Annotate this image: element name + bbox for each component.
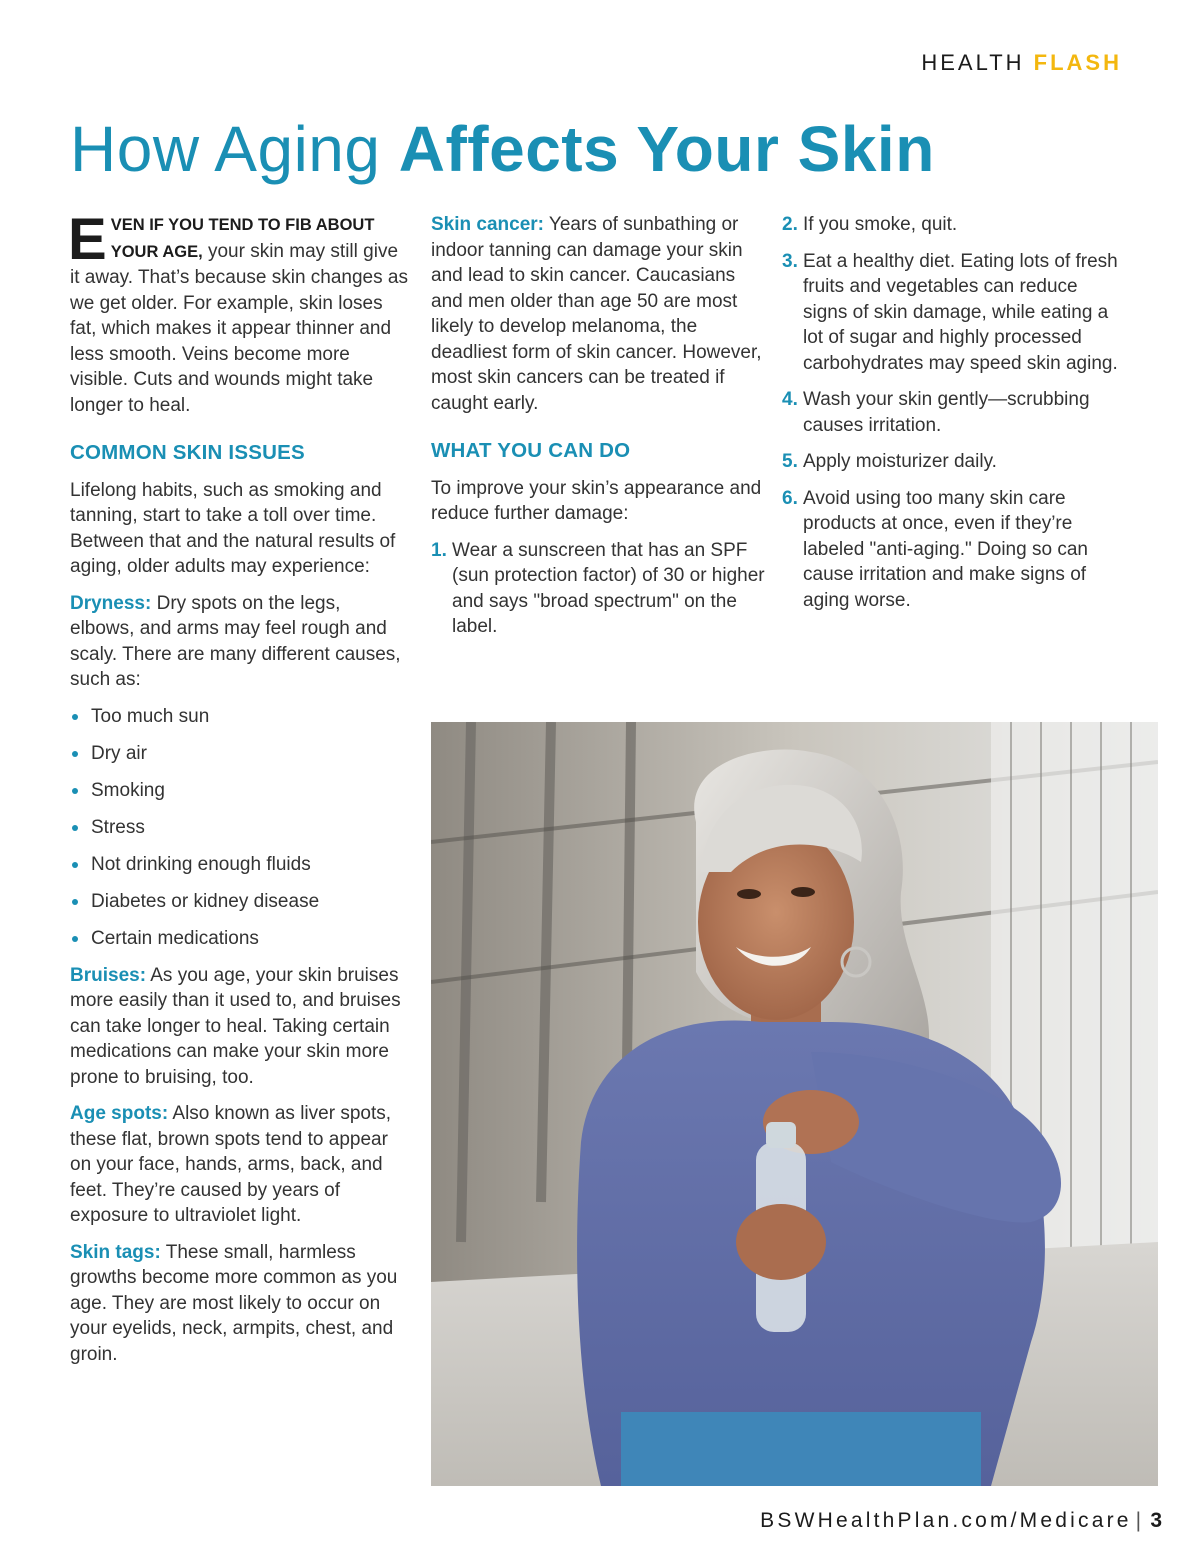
step-text: Avoid using too many skin care products at once, even if they’re labeled "anti-aging." Doing so can cause irritation and make signs of aging worse. — [803, 487, 1088, 611]
skin-cancer-term: Skin cancer: — [431, 214, 544, 235]
list-item — [782, 449, 1122, 475]
step-number: 2. — [782, 214, 798, 235]
woman-photo — [431, 722, 1158, 1486]
step-number: 1. — [431, 539, 447, 561]
steps-list-part-1 — [431, 538, 767, 640]
age-spots-text: Also known as liver spots, these flat, brown spots tend to appear on your face, hands, arms, back, and feet. They’re caused by years of exposure to ultraviolet light. — [70, 1103, 392, 1226]
column-1 — [68, 207, 408, 1378]
step-number: 4. — [782, 389, 798, 410]
column-3 — [782, 212, 1122, 624]
step-number: 5. — [782, 451, 798, 472]
intro-paragraph — [68, 207, 408, 418]
list-item — [782, 486, 1122, 614]
running-head-flash: FLASH — [1033, 50, 1122, 75]
footer-separator: | — [1135, 1509, 1145, 1532]
age-spots-paragraph — [70, 1101, 408, 1229]
step-text: Apply moisturizer daily. — [803, 451, 997, 472]
dryness-paragraph — [70, 591, 408, 693]
list-item: Too much sun — [70, 704, 408, 730]
list-item — [782, 249, 1122, 377]
step-text: Eat a healthy diet. Eating lots of fresh fruits and vegetables can reduce signs of skin damage, while eating a lot of sugar and highly processed carbohydrates may speed skin aging. — [803, 250, 1118, 374]
list-item: Not drinking enough fluids — [70, 852, 408, 878]
title-light: How Aging — [70, 113, 381, 185]
intro-lead-caps: VEN IF YOU TEND TO FIB ABOUT YOUR AGE, — [110, 216, 375, 261]
list-item — [782, 212, 1122, 238]
title-bold: Affects Your Skin — [398, 113, 935, 185]
list-item: Diabetes or kidney disease — [70, 889, 408, 915]
column-2 — [431, 212, 767, 651]
list-item — [431, 538, 767, 640]
list-item: Stress — [70, 815, 408, 841]
what-you-can-do-intro: To improve your skin’s appearance and reduce further damage: — [431, 477, 762, 524]
running-head-section: HEALTH — [921, 50, 1025, 75]
skin-cancer-paragraph — [431, 212, 767, 416]
step-number: 6. — [782, 487, 798, 509]
step-text: Wash your skin gently—scrubbing causes irritation. — [803, 389, 1090, 436]
list-item: Smoking — [70, 778, 408, 804]
bruises-paragraph — [70, 963, 408, 1091]
list-item — [782, 387, 1122, 438]
skin-cancer-text: Years of sunbathing or indoor tanning can damage your skin and lead to skin cancer. Caucasians and men older than age 50 are most likely to develop melanoma, the deadliest form of skin cancer. However, most skin cancers can be treated if caught early. — [431, 214, 762, 414]
intro-text: your skin may still give it away. That’s because skin changes as we get older. For example, skin loses fat, which makes it appear thinner and less smooth. Veins become more visible. Cuts and wounds might take longer to heal. — [70, 240, 408, 416]
running-head — [921, 50, 1122, 76]
bruises-text: As you age, your skin bruises more easily than it used to, and bruises can take longer to heal. Taking certain medications can make your skin more prone to bruising, too. — [70, 964, 401, 1088]
step-number: 3. — [782, 250, 798, 272]
dryness-causes-list — [70, 704, 408, 952]
list-item: Certain medications — [70, 926, 408, 952]
heading-common-skin-issues: COMMON SKIN ISSUES — [70, 441, 305, 464]
article-title — [70, 112, 935, 186]
steps-list-part-2 — [782, 212, 1122, 613]
list-item: Dry air — [70, 741, 408, 767]
step-text: Wear a sunscreen that has an SPF (sun protection factor) of 30 or higher and says "broad spectrum" on the label. — [452, 539, 765, 637]
skin-tags-term: Skin tags: — [70, 1241, 161, 1263]
dryness-term: Dryness: — [70, 592, 152, 614]
skin-tags-text: These small, harmless growths become more common as you age. They are most likely to occur on your eyelids, neck, armpits, chest, and groin. — [70, 1241, 398, 1365]
bruises-term: Bruises: — [70, 964, 147, 986]
dryness-text: Dry spots on the legs, elbows, and arms may feel rough and scaly. There are many different causes, such as: — [70, 592, 401, 690]
age-spots-term: Age spots: — [70, 1103, 169, 1124]
footer-url: BSWHealthPlan.com/Medicare — [760, 1509, 1132, 1532]
drop-cap: E — [68, 207, 107, 272]
photo-illustration — [431, 722, 1158, 1486]
step-text: If you smoke, quit. — [803, 214, 958, 235]
common-issues-intro: Lifelong habits, such as smoking and tanning, start to take a toll over time. Between that and the natural results of aging, older adults may experience: — [70, 479, 396, 577]
page-number: 3 — [1150, 1509, 1162, 1532]
skin-tags-paragraph — [70, 1240, 408, 1368]
footer — [760, 1509, 1162, 1533]
heading-what-you-can-do: WHAT YOU CAN DO — [431, 439, 631, 462]
